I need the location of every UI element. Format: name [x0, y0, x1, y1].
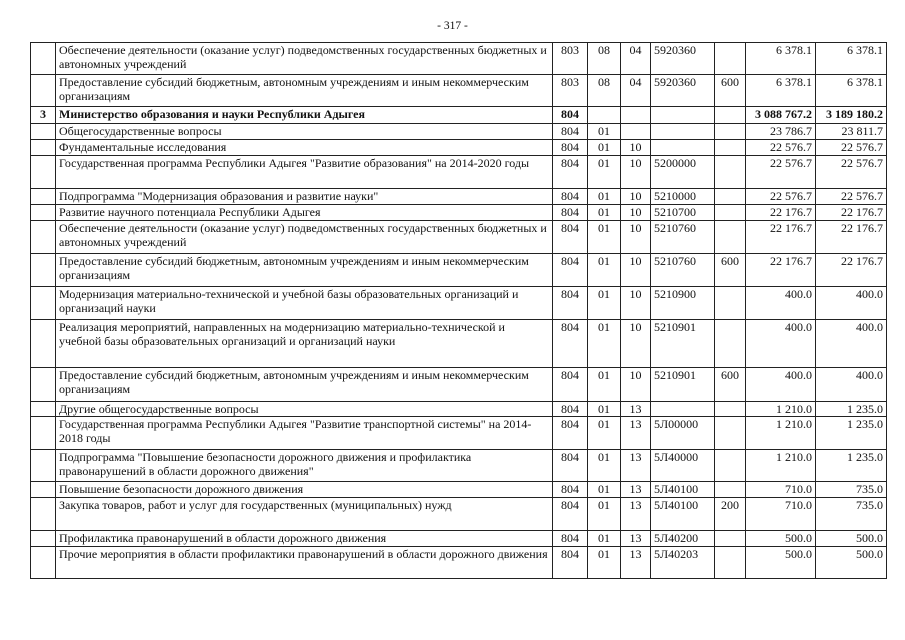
section-code-cell: 01: [588, 124, 621, 140]
item-name-cell: Обеспечение деятельности (оказание услуг) подведомственных государственных бюджетных и автономных учреждений: [56, 221, 553, 254]
ministry-code-cell: 804: [553, 156, 588, 189]
table-row: [31, 547, 887, 579]
section-code-cell: 01: [588, 402, 621, 417]
target-article-cell: 5210760: [651, 221, 715, 254]
target-article-cell: 5Л40200: [651, 531, 715, 547]
expense-type-cell: [715, 547, 746, 579]
amount-year2-cell: 735.0: [816, 482, 887, 498]
amount-year2-cell: 735.0: [816, 498, 887, 531]
subsection-code-cell: 13: [621, 547, 651, 579]
item-name-cell: Прочие мероприятия в области профилактики правонарушений в области дорожного движения: [56, 547, 553, 579]
subsection-code-cell: 13: [621, 417, 651, 450]
expense-type-cell: [715, 107, 746, 124]
row-number-cell: [31, 189, 56, 205]
ministry-code-cell: 804: [553, 498, 588, 531]
row-number-cell: [31, 205, 56, 221]
ministry-code-cell: 804: [553, 107, 588, 124]
table-row: [31, 254, 887, 287]
amount-year1-cell: 23 786.7: [746, 124, 816, 140]
subsection-code-cell: 10: [621, 140, 651, 156]
amount-year1-cell: 1 210.0: [746, 450, 816, 482]
amount-year1-cell: 710.0: [746, 482, 816, 498]
row-number-cell: [31, 547, 56, 579]
table-row: [31, 287, 887, 320]
amount-year2-cell: 3 189 180.2: [816, 107, 887, 124]
section-code-cell: 08: [588, 75, 621, 107]
section-code-cell: 01: [588, 547, 621, 579]
target-article-cell: [651, 124, 715, 140]
amount-year1-cell: 22 576.7: [746, 140, 816, 156]
target-article-cell: 5200000: [651, 156, 715, 189]
subsection-code-cell: [621, 124, 651, 140]
item-name-cell: Государственная программа Республики Адыгея "Развитие транспортной системы" на 2014-2018 годы: [56, 417, 553, 450]
table-row: [31, 75, 887, 107]
target-article-cell: 5920360: [651, 75, 715, 107]
target-article-cell: [651, 140, 715, 156]
section-code-cell: 08: [588, 43, 621, 75]
target-article-cell: 5920360: [651, 43, 715, 75]
ministry-code-cell: 804: [553, 205, 588, 221]
expense-type-cell: [715, 417, 746, 450]
target-article-cell: 5Л40000: [651, 450, 715, 482]
ministry-code-cell: 804: [553, 547, 588, 579]
section-code-cell: 01: [588, 254, 621, 287]
item-name-cell: Другие общегосударственные вопросы: [56, 402, 553, 417]
table-row: [31, 205, 887, 221]
table-body: [31, 43, 887, 579]
expense-type-cell: 200: [715, 498, 746, 531]
subsection-code-cell: 10: [621, 189, 651, 205]
section-code-cell: 01: [588, 140, 621, 156]
target-article-cell: 5Л40203: [651, 547, 715, 579]
amount-year1-cell: 22 576.7: [746, 156, 816, 189]
target-article-cell: 5210901: [651, 368, 715, 402]
target-article-cell: 5210901: [651, 320, 715, 368]
amount-year2-cell: 1 235.0: [816, 417, 887, 450]
ministry-code-cell: 804: [553, 368, 588, 402]
item-name-cell: Повышение безопасности дорожного движения: [56, 482, 553, 498]
amount-year2-cell: 23 811.7: [816, 124, 887, 140]
amount-year1-cell: 400.0: [746, 287, 816, 320]
item-name-cell: Модернизация материально-технической и учебной базы образовательных организаций и организаций науки: [56, 287, 553, 320]
ministry-code-cell: 804: [553, 320, 588, 368]
budget-table: [30, 42, 887, 579]
page-number: - 317 -: [437, 20, 468, 32]
expense-type-cell: [715, 402, 746, 417]
table-row: [31, 531, 887, 547]
subsection-code-cell: 04: [621, 43, 651, 75]
row-number-cell: [31, 287, 56, 320]
ministry-code-cell: 804: [553, 189, 588, 205]
row-number-cell: [31, 140, 56, 156]
amount-year2-cell: 22 576.7: [816, 189, 887, 205]
expense-type-cell: [715, 189, 746, 205]
target-article-cell: [651, 107, 715, 124]
subsection-code-cell: 13: [621, 482, 651, 498]
amount-year1-cell: 400.0: [746, 320, 816, 368]
expense-type-cell: [715, 205, 746, 221]
item-name-cell: Фундаментальные исследования: [56, 140, 553, 156]
row-number-cell: [31, 368, 56, 402]
table-row: [31, 156, 887, 189]
expense-type-cell: [715, 140, 746, 156]
target-article-cell: 5210000: [651, 189, 715, 205]
item-name-cell: Предоставление субсидий бюджетным, автономным учреждениям и иным некоммерческим организациям: [56, 368, 553, 402]
ministry-code-cell: 804: [553, 531, 588, 547]
amount-year1-cell: 710.0: [746, 498, 816, 531]
table-row: [31, 417, 887, 450]
table-row: [31, 107, 887, 124]
section-code-cell: [588, 107, 621, 124]
ministry-code-cell: 804: [553, 402, 588, 417]
table-row: [31, 140, 887, 156]
ministry-code-cell: 803: [553, 75, 588, 107]
target-article-cell: 5210760: [651, 254, 715, 287]
section-code-cell: 01: [588, 156, 621, 189]
item-name-cell: Развитие научного потенциала Республики Адыгея: [56, 205, 553, 221]
section-code-cell: 01: [588, 482, 621, 498]
ministry-code-cell: 803: [553, 43, 588, 75]
section-code-cell: 01: [588, 417, 621, 450]
subsection-code-cell: 10: [621, 221, 651, 254]
target-article-cell: 5210900: [651, 287, 715, 320]
amount-year2-cell: 22 576.7: [816, 140, 887, 156]
item-name-cell: Государственная программа Республики Адыгея "Развитие образования" на 2014-2020 годы: [56, 156, 553, 189]
amount-year1-cell: 3 088 767.2: [746, 107, 816, 124]
expense-type-cell: [715, 450, 746, 482]
item-name-cell: Подпрограмма "Повышение безопасности дорожного движения и профилактика правонарушений в области дорожного движения": [56, 450, 553, 482]
row-number-cell: [31, 450, 56, 482]
item-name-cell: Общегосударственные вопросы: [56, 124, 553, 140]
ministry-code-cell: 804: [553, 417, 588, 450]
amount-year2-cell: 500.0: [816, 547, 887, 579]
amount-year2-cell: 22 176.7: [816, 254, 887, 287]
expense-type-cell: 600: [715, 368, 746, 402]
section-code-cell: 01: [588, 205, 621, 221]
row-number-cell: [31, 402, 56, 417]
subsection-code-cell: 10: [621, 320, 651, 368]
expense-type-cell: [715, 287, 746, 320]
target-article-cell: 5210700: [651, 205, 715, 221]
subsection-code-cell: 13: [621, 531, 651, 547]
amount-year1-cell: 6 378.1: [746, 43, 816, 75]
table-row: [31, 189, 887, 205]
table-row: [31, 368, 887, 402]
target-article-cell: 5Л00000: [651, 417, 715, 450]
row-number-cell: [31, 75, 56, 107]
item-name-cell: Закупка товаров, работ и услуг для государственных (муниципальных) нужд: [56, 498, 553, 531]
item-name-cell: Профилактика правонарушений в области дорожного движения: [56, 531, 553, 547]
ministry-code-cell: 804: [553, 254, 588, 287]
row-number-cell: [31, 254, 56, 287]
amount-year1-cell: 6 378.1: [746, 75, 816, 107]
row-number-cell: [31, 156, 56, 189]
expense-type-cell: [715, 531, 746, 547]
item-name-cell: Предоставление субсидий бюджетным, автономным учреждениям и иным некоммерческим организациям: [56, 254, 553, 287]
row-number-cell: 3: [31, 107, 56, 124]
section-code-cell: 01: [588, 368, 621, 402]
amount-year1-cell: 22 576.7: [746, 189, 816, 205]
target-article-cell: [651, 402, 715, 417]
amount-year1-cell: 400.0: [746, 368, 816, 402]
target-article-cell: 5Л40100: [651, 498, 715, 531]
table-row: [31, 320, 887, 368]
section-code-cell: 01: [588, 189, 621, 205]
subsection-code-cell: 10: [621, 254, 651, 287]
amount-year2-cell: 400.0: [816, 368, 887, 402]
expense-type-cell: [715, 221, 746, 254]
table-row: [31, 498, 887, 531]
table-row: [31, 43, 887, 75]
expense-type-cell: [715, 43, 746, 75]
amount-year1-cell: 1 210.0: [746, 402, 816, 417]
amount-year2-cell: 1 235.0: [816, 402, 887, 417]
amount-year1-cell: 500.0: [746, 547, 816, 579]
expense-type-cell: 600: [715, 75, 746, 107]
subsection-code-cell: 10: [621, 205, 651, 221]
ministry-code-cell: 804: [553, 482, 588, 498]
amount-year2-cell: 400.0: [816, 287, 887, 320]
subsection-code-cell: 10: [621, 287, 651, 320]
item-name-cell: Министерство образования и науки Республики Адыгея: [56, 107, 553, 124]
section-code-cell: 01: [588, 498, 621, 531]
table-row: [31, 450, 887, 482]
subsection-code-cell: [621, 107, 651, 124]
item-name-cell: Подпрограмма "Модернизация образования и развитие науки": [56, 189, 553, 205]
row-number-cell: [31, 531, 56, 547]
amount-year1-cell: 1 210.0: [746, 417, 816, 450]
item-name-cell: Реализация мероприятий, направленных на модернизацию материально-технической и учебной базы образовательных организаций и организаций науки: [56, 320, 553, 368]
amount-year2-cell: 22 176.7: [816, 221, 887, 254]
row-number-cell: [31, 221, 56, 254]
amount-year2-cell: 6 378.1: [816, 75, 887, 107]
table-row: [31, 482, 887, 498]
amount-year1-cell: 22 176.7: [746, 254, 816, 287]
expense-type-cell: [715, 320, 746, 368]
expense-type-cell: [715, 482, 746, 498]
amount-year2-cell: 22 176.7: [816, 205, 887, 221]
amount-year2-cell: 22 576.7: [816, 156, 887, 189]
subsection-code-cell: 10: [621, 156, 651, 189]
table-row: [31, 124, 887, 140]
ministry-code-cell: 804: [553, 124, 588, 140]
target-article-cell: 5Л40100: [651, 482, 715, 498]
item-name-cell: Обеспечение деятельности (оказание услуг) подведомственных государственных бюджетных и автономных учреждений: [56, 43, 553, 75]
amount-year2-cell: 500.0: [816, 531, 887, 547]
ministry-code-cell: 804: [553, 140, 588, 156]
amount-year2-cell: 400.0: [816, 320, 887, 368]
row-number-cell: [31, 43, 56, 75]
row-number-cell: [31, 124, 56, 140]
section-code-cell: 01: [588, 287, 621, 320]
table-row: [31, 221, 887, 254]
table-row: [31, 402, 887, 417]
amount-year1-cell: 500.0: [746, 531, 816, 547]
expense-type-cell: 600: [715, 254, 746, 287]
amount-year1-cell: 22 176.7: [746, 221, 816, 254]
section-code-cell: 01: [588, 221, 621, 254]
expense-type-cell: [715, 124, 746, 140]
ministry-code-cell: 804: [553, 221, 588, 254]
amount-year2-cell: 6 378.1: [816, 43, 887, 75]
row-number-cell: [31, 482, 56, 498]
subsection-code-cell: 13: [621, 402, 651, 417]
row-number-cell: [31, 417, 56, 450]
ministry-code-cell: 804: [553, 450, 588, 482]
subsection-code-cell: 10: [621, 368, 651, 402]
expense-type-cell: [715, 156, 746, 189]
amount-year2-cell: 1 235.0: [816, 450, 887, 482]
row-number-cell: [31, 498, 56, 531]
subsection-code-cell: 13: [621, 498, 651, 531]
section-code-cell: 01: [588, 531, 621, 547]
section-code-cell: 01: [588, 320, 621, 368]
subsection-code-cell: 04: [621, 75, 651, 107]
item-name-cell: Предоставление субсидий бюджетным, автономным учреждениям и иным некоммерческим организациям: [56, 75, 553, 107]
amount-year1-cell: 22 176.7: [746, 205, 816, 221]
section-code-cell: 01: [588, 450, 621, 482]
subsection-code-cell: 13: [621, 450, 651, 482]
ministry-code-cell: 804: [553, 287, 588, 320]
row-number-cell: [31, 320, 56, 368]
